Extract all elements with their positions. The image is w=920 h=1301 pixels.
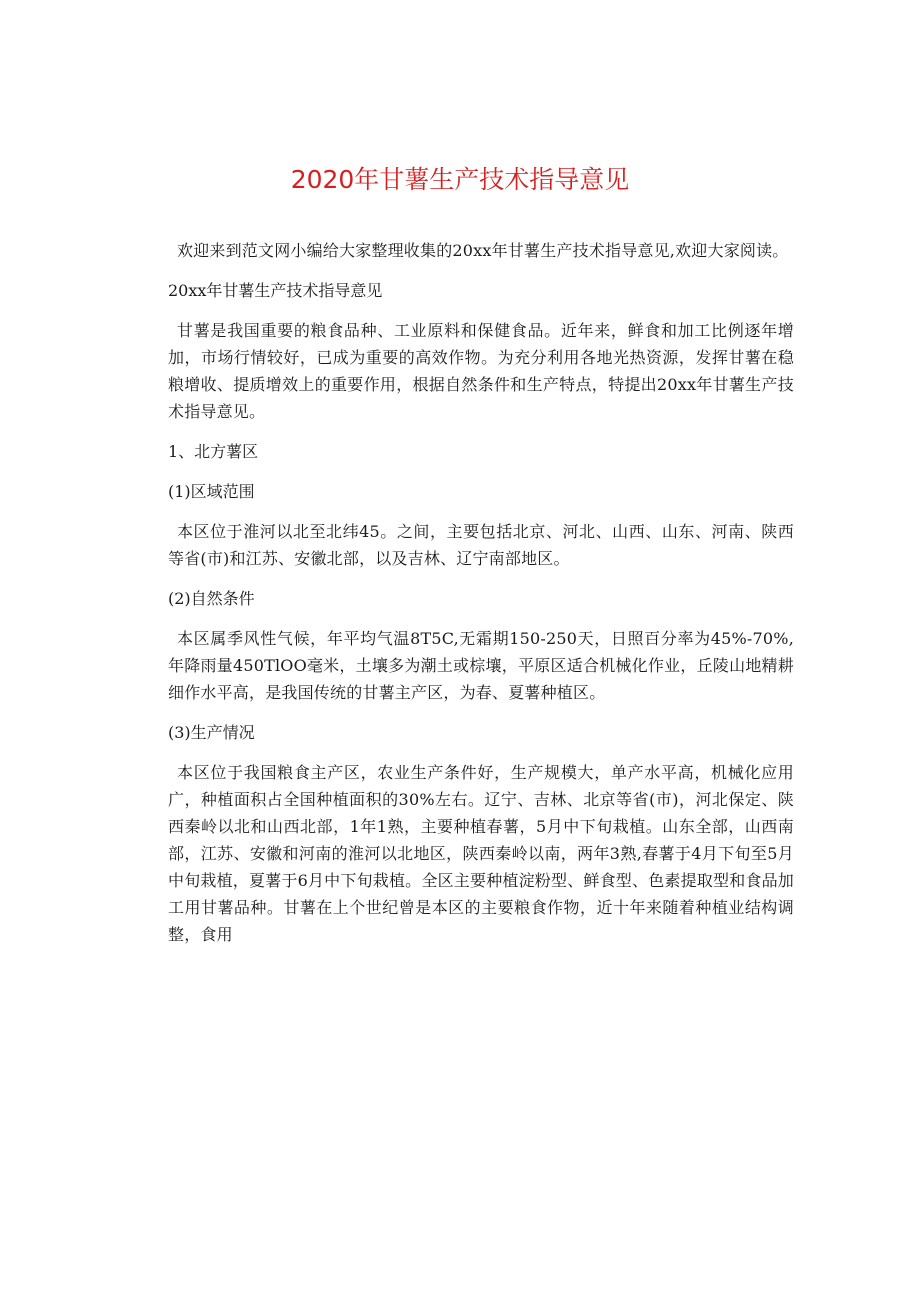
scope-paragraph: 本区位于淮河以北至北纬45。之间，主要包括北京、河北、山西、山东、河南、陕西等省(市)和江苏、安徽北部，以及吉林、辽宁南部地区。 <box>168 522 794 568</box>
document-body <box>168 237 794 961</box>
section-heading-north: 1、北方薯区 <box>168 442 259 461</box>
subtitle-heading: 20xx年甘薯生产技术指导意见 <box>168 281 383 300</box>
intro-paragraph: 欢迎来到范文网小编给大家整理收集的20xx年甘薯生产技术指导意见,欢迎大家阅读。 <box>177 241 789 260</box>
subsection-heading-scope: (1)区域范围 <box>168 482 255 501</box>
subsection-heading-conditions: (2)自然条件 <box>168 589 255 608</box>
subsection-heading-production: (3)生产情况 <box>168 723 255 742</box>
document-title: 2020年甘薯生产技术指导意见 <box>290 165 630 194</box>
conditions-paragraph: 本区属季风性气候，年平均气温8T5C,无霜期150-250天，日照百分率为45%-70%,年降雨量450TlOO毫米，土壤多为潮土或棕壤，平原区适合机械化作业，丘陵山地精耕细作水平高，是我国传统的甘薯主产区，为春、夏薯种植区。 <box>168 629 794 702</box>
production-paragraph: 本区位于我国粮食主产区，农业生产条件好，生产规模大，单产水平高，机械化应用广，种植面积占全国种植面积的30%左右。辽宁、吉林、北京等省(市)，河北保定、陕西秦岭以北和山西北部，1年1熟，主要种植春薯，5月中下旬栽植。山东全部，山西南部，江苏、安徽和河南的淮河以北地区，陕西秦岭以南，两年3熟,春薯于4月下旬至5月中旬栽植，夏薯于6月中下旬栽植。全区主要种植淀粉型、鲜食型、色素提取型和食品加工用甘薯品种。甘薯在上个世纪曾是本区的主要粮食作物，近十年来随着种植业结构调整，食用 <box>168 763 794 944</box>
overview-paragraph: 甘薯是我国重要的粮食品种、工业原料和保健食品。近年来，鲜食和加工比例逐年增加，市场行情较好，已成为重要的高效作物。为充分利用各地光热资源，发挥甘薯在稳粮增收、提质增效上的重要作用，根据自然条件和生产特点，特提出20xx年甘薯生产技术指导意见。 <box>168 321 794 421</box>
